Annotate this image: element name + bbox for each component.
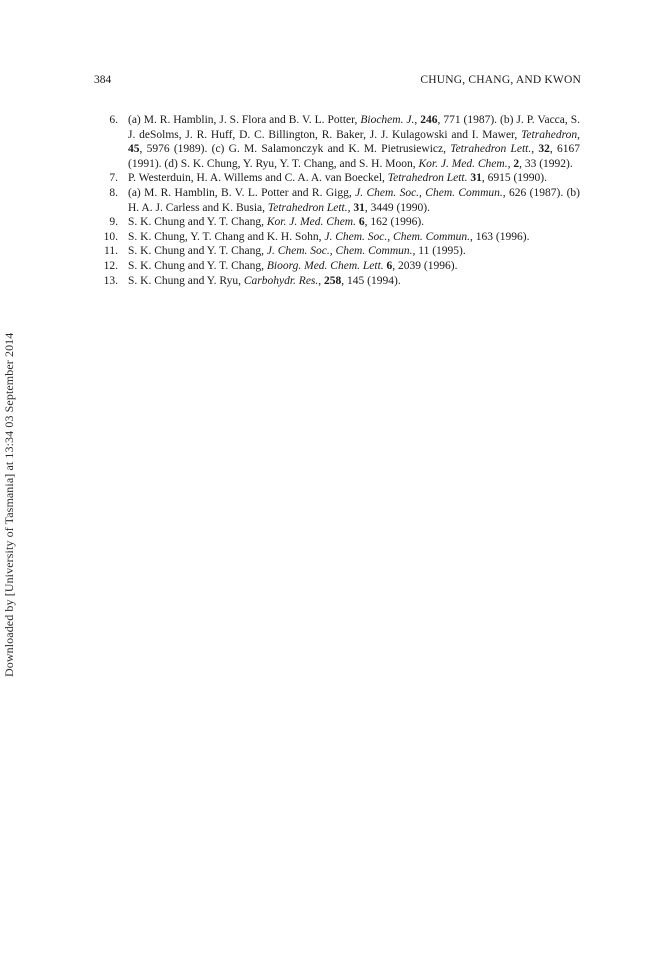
reference-number: 13. <box>103 274 118 287</box>
reference-segment: , <box>531 143 539 156</box>
journal-title: Kor. J. Med. Chem. <box>266 216 356 229</box>
journal-title: Bioorg. Med. Chem. Lett. <box>266 259 384 272</box>
reference-segment: S. K. Chung and Y. T. Chang, <box>128 245 267 258</box>
reference-segment: , 162 (1996). <box>364 216 425 229</box>
reference-segment: , <box>414 114 421 126</box>
journal-title: J. Chem. Soc., Chem. Commun. <box>355 186 503 199</box>
volume-number: 31 <box>470 172 482 185</box>
reference-text <box>128 113 580 171</box>
reference-text <box>128 274 580 289</box>
reference-text <box>128 244 580 259</box>
reference-segment: , 163 (1996). <box>470 230 530 243</box>
volume-number: 246 <box>420 114 438 126</box>
reference-segment: , 5976 (1989). (c) G. M. Salamonczyk and K. M. Pietrusiewicz, <box>139 143 451 156</box>
reference-number: 9. <box>109 216 118 229</box>
reference-segment: , <box>318 274 325 287</box>
volume-number: 2 <box>513 157 520 170</box>
reference-segment: , 2039 (1996). <box>392 259 458 272</box>
reference-segment: , <box>577 128 580 141</box>
page-number: 384 <box>94 74 112 86</box>
reference-number: 8. <box>109 186 118 199</box>
reference-segment: S. K. Chung and Y. T. Chang, <box>128 259 267 272</box>
volume-number: 6 <box>386 259 393 272</box>
reference-number: 12. <box>103 259 118 272</box>
reference-segment: (a) M. R. Hamblin, J. S. Flora and B. V. L. Potter, <box>128 114 361 126</box>
journal-title: J. Chem. Soc., Chem. Commun. <box>324 230 471 243</box>
reference-segment: , 6915 (1990). <box>481 172 548 185</box>
journal-title: Tetrahedron <box>521 128 578 141</box>
reference-item <box>98 259 580 274</box>
journal-title: Carbohydr. Res. <box>243 274 319 287</box>
reference-text <box>128 186 580 215</box>
journal-title: Tetrahedron Lett. <box>450 143 532 156</box>
reference-item <box>98 230 580 245</box>
journal-title: Tetrahedron Lett. <box>267 201 348 214</box>
reference-segment: , 3449 (1990). <box>364 201 431 214</box>
reference-segment: , <box>347 201 354 214</box>
reference-segment: , 771 (1987). (b) J. P. Vacca, S. J. deSolms, J. R. Huff, D. C. Billington, R. Baker, J. J. Kulagowski and I. Mawer, <box>128 114 580 141</box>
journal-title: Kor. J. Med. Chem. <box>418 157 508 170</box>
reference-list <box>98 113 580 288</box>
reference-item <box>98 113 580 171</box>
reference-segment: S. K. Chung, Y. T. Chang and K. H. Sohn, <box>128 230 325 243</box>
reference-segment: P. Westerduin, H. A. Willems and C. A. A. van Boeckel, <box>128 172 388 185</box>
journal-title: Biochem. J. <box>360 114 415 126</box>
reference-item <box>98 274 580 289</box>
reference-segment: S. K. Chung and Y. Ryu, <box>128 274 244 287</box>
reference-segment: , <box>507 157 514 170</box>
reference-segment: , 626 (1987). (b) H. A. J. Carless and K. Busia, <box>128 186 580 214</box>
volume-number: 6 <box>358 216 365 229</box>
volume-number: 31 <box>353 201 365 214</box>
volume-number: 32 <box>538 143 550 156</box>
reference-text <box>128 259 580 274</box>
reference-text <box>128 171 580 186</box>
download-watermark: Downloaded by [University of Tasmania] at 13:34 03 September 2014 <box>2 332 16 677</box>
volume-number: 258 <box>324 274 342 287</box>
journal-title: Tetrahedron Lett. <box>387 172 468 185</box>
volume-number: 45 <box>128 143 140 156</box>
reference-segment: , 33 (1992). <box>519 157 573 170</box>
reference-item <box>98 186 580 215</box>
reference-text <box>128 215 580 230</box>
page-header <box>94 74 581 88</box>
reference-number: 6. <box>109 114 118 126</box>
reference-text <box>128 230 580 245</box>
reference-item <box>98 215 580 230</box>
reference-segment: , 145 (1994). <box>341 274 401 287</box>
reference-item <box>98 244 580 259</box>
reference-number: 11. <box>104 245 118 258</box>
reference-segment: S. K. Chung and Y. T. Chang, <box>128 216 267 229</box>
running-head: CHUNG, CHANG, AND KWON <box>420 74 581 86</box>
journal-title: J. Chem. Soc., Chem. Commun. <box>266 245 413 258</box>
reference-item <box>98 171 580 186</box>
reference-segment: , 11 (1995). <box>412 245 466 258</box>
reference-number: 10. <box>103 230 118 243</box>
reference-segment: , 6167 (1991). (d) S. K. Chung, Y. Ryu, Y. T. Chang, and S. H. Moon, <box>128 143 581 170</box>
reference-number: 7. <box>109 172 118 185</box>
reference-segment: (a) M. R. Hamblin, B. V. L. Potter and R. Gigg, <box>128 186 356 199</box>
